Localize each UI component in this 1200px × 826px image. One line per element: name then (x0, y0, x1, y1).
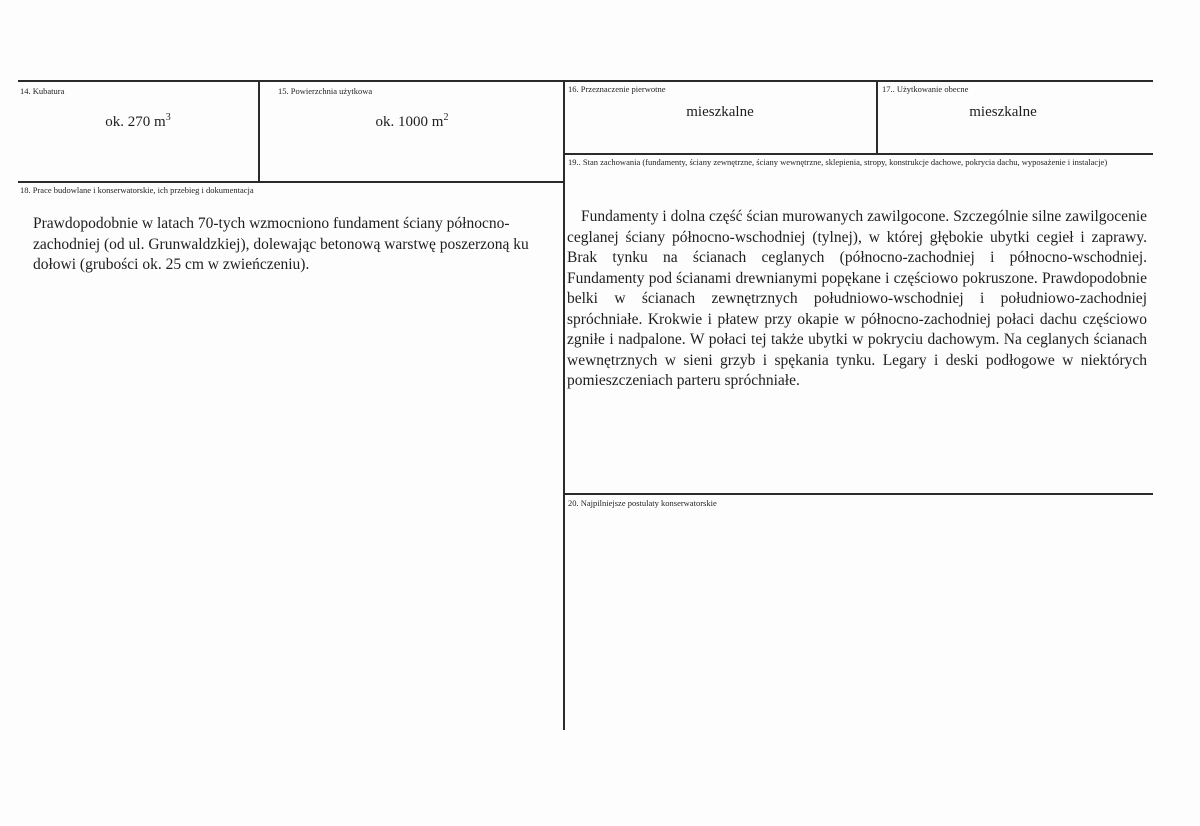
field-19-text: Fundamenty i dolna część ścian murowanych zawilgocone. Szczególnie silne zawilgocenie ceglanej ściany północno-wschodniej (tylnej), w której głębokie ubytki cegieł i zaprawy. Brak tynku na ścianach ceglanych (północno-zachodniej i północno-wschodniej. Fundamenty pod ścianami drewnianymi popękane i częściowo pokruszone. Prawdopodobnie belki w ścianach zewnętrznych południowo-wschodniej i południowo-zachodniej spróchniałe. Krokwie i płatew przy okapie w północno-zachodniej połaci dachu częściowo zgniłe i nadpalone. W połaci tej także ubytki w pokryciu dachowym. Na ceglanych ścianach wewnętrznych w sieni grzyb i spękania tynku. Legary i deski podłogowe w niektórych pomieszczeniach parteru spróchniałe. (567, 208, 1147, 389)
field-18-text: Prawdopodobnie w latach 70-tych wzmocniono fundament ściany północno-zachodniej (od ul. Grunwaldzkiej), dolewając betonową warstwę poszerzoną ku dołowi (grubości ok. 25 cm w zwieńczeniu). (33, 215, 529, 273)
area-unit-exponent: 2 (443, 112, 449, 123)
field-19-label: 19.. Stan zachowania (fundamenty, ściany zewnętrzne, ściany wewnętrzne, sklepienia, stropy, konstrukcje dachowe, pokrycia dachu, wyposażenie i instalacje) (568, 157, 1108, 167)
field-18-label: 18. Prace budowlane i konserwatorskie, ich przebieg i dokumentacja (20, 185, 254, 195)
field-20-label: 20. Najpilniejsze postulaty konserwatorskie (568, 498, 717, 508)
top-rule (18, 80, 1153, 82)
rule-under-16-17 (564, 153, 1153, 155)
divider-14-15 (258, 80, 260, 182)
original-purpose-value: mieszkalne (686, 104, 754, 120)
divider-15-16 (563, 80, 565, 730)
rule-under-19 (564, 493, 1153, 495)
current-use-value: mieszkalne (969, 104, 1037, 120)
field-17-label: 17.. Użytkowanie obecne (882, 84, 969, 94)
field-16-label: 16. Przeznaczenie pierwotne (568, 84, 666, 94)
cubature-value: ok. 270 m (105, 114, 166, 130)
field-15-label: 15. Powierzchnia użytkowa (278, 86, 373, 96)
field-15-value (262, 114, 562, 131)
field-14-label: 14. Kubatura (20, 86, 65, 96)
field-14-value (20, 114, 256, 131)
usable-area-value: ok. 1000 m (375, 114, 444, 130)
rule-under-14-15 (18, 181, 564, 183)
cubature-unit-exponent: 3 (165, 112, 171, 123)
divider-16-17 (876, 80, 878, 154)
